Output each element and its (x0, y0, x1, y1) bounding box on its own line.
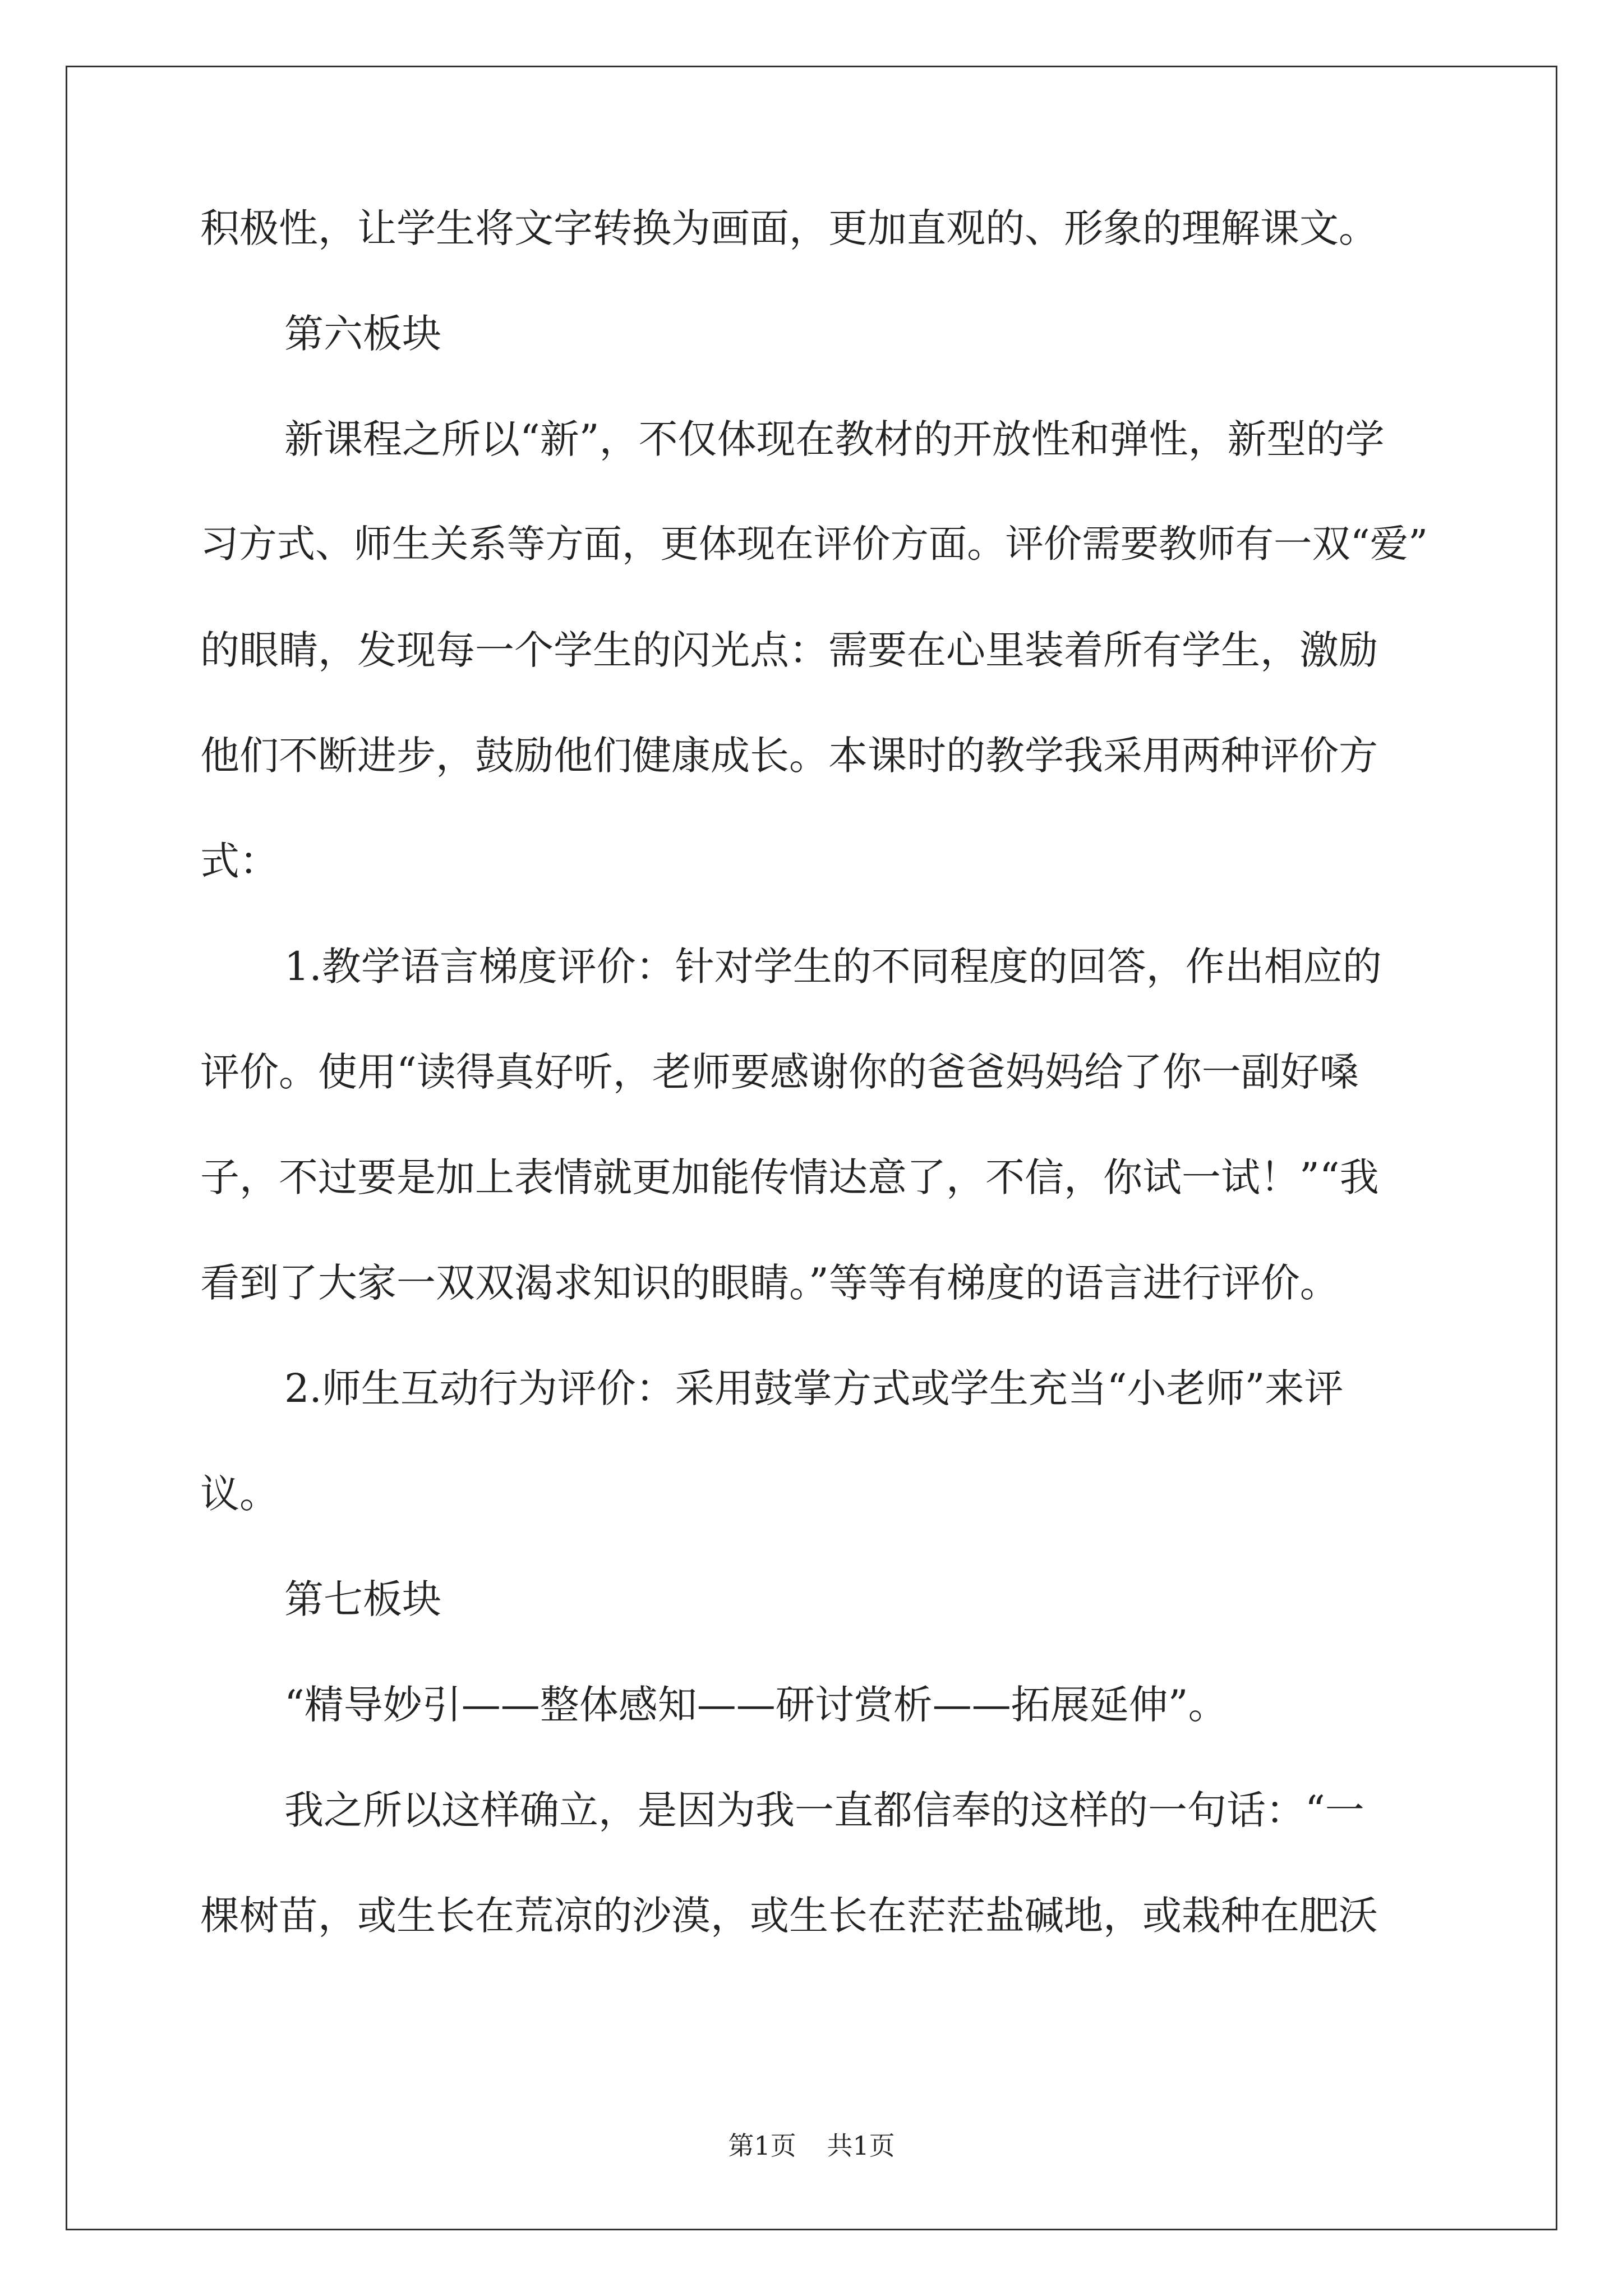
text-line: 新课程之所以“新”，不仅体现在教材的开放性和弹性，新型的学 (284, 416, 1385, 462)
text-line: 2.师生互动行为评价：采用鼓掌方式或学生充当“小老师”来评 (284, 1365, 1344, 1411)
page-number: 第1页 (728, 2131, 796, 2161)
text-line: 式： (200, 838, 279, 884)
text-line: 棵树苗，或生长在荒凉的沙漠，或生长在茫茫盐碱地，或栽种在肥沃 (200, 1893, 1378, 1939)
text-line: 的眼睛，发现每一个学生的闪光点：需要在心里装着所有学生，激励 (200, 627, 1378, 673)
text-line: 积极性，让学生将文字转换为画面，更加直观的、形象的理解课文。 (200, 205, 1378, 251)
text-line: 议。 (200, 1471, 279, 1517)
section-heading: 第六板块 (284, 311, 441, 357)
document-body (200, 202, 1428, 1995)
text-line: 习方式、师生关系等方面，更体现在评价方面。评价需要教师有一双“爱” (200, 522, 1428, 567)
text-line: 我之所以这样确立，是因为我一直都信奉的这样的一句话：“一 (284, 1787, 1364, 1833)
section-heading: 第七板块 (284, 1576, 441, 1622)
text-line: 看到了大家一双双渴求知识的眼睛。”等等有梯度的语言进行评价。 (200, 1260, 1339, 1306)
text-line: “精导妙引——整体感知——研讨赏析——拓展延伸”。 (284, 1682, 1228, 1728)
page-footer (0, 2129, 1623, 2162)
text-line: 1.教学语言梯度评价：针对学生的不同程度的回答，作出相应的 (284, 944, 1382, 990)
text-line: 他们不断进步，鼓励他们健康成长。本课时的教学我采用两种评价方 (200, 733, 1378, 779)
text-line: 评价。使用“读得真好听，老师要感谢你的爸爸妈妈给了你一副好嗓 (200, 1049, 1359, 1095)
text-line: 子，不过要是加上表情就更加能传情达意了，不信，你试一试！”“我 (200, 1154, 1379, 1200)
page-total: 共1页 (827, 2131, 895, 2161)
